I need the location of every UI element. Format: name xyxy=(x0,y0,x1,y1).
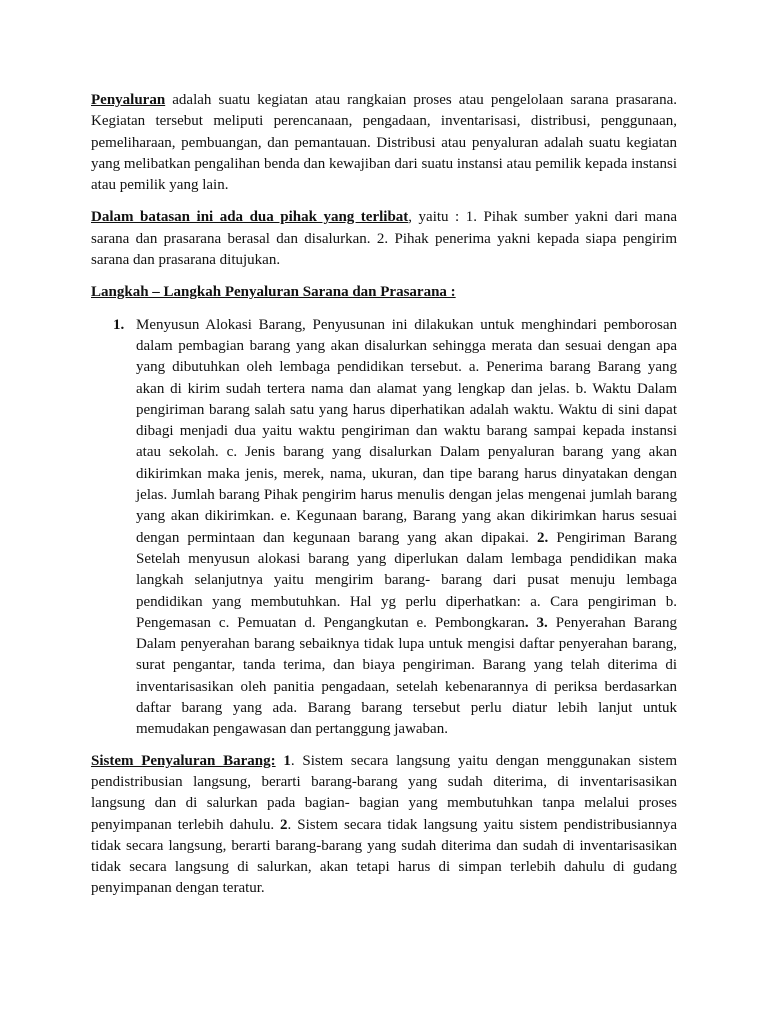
step-number-2: 2. xyxy=(537,529,549,546)
intro-paragraph xyxy=(91,90,677,196)
system-number-1: 1 xyxy=(275,752,291,769)
parties-paragraph xyxy=(91,207,677,271)
list-number: 1. xyxy=(113,316,125,333)
system-text-a: . Sistem secara langsung yaitu dengan menggunakan sistem pendistribusian langsung, berarti barang-barang yang sudah diterima, di inventarisasikan langsung dan di salurkan pada bagian- bagian yang membutuhkan tanpa melalui proses penyimpanan terlebih dahulu. xyxy=(91,752,678,833)
step-text-c: Penyerahan Barang Dalam penyerahan barang sebaiknya tidak lupa untuk mengisi daftar penyerahan barang, surat pengantar, tanda terima, dan biaya pengiriman. Barang yang telah diterima di inventarisasikan oleh panitia pengadaan, setelah kebenarannya di periksa berdasarkan daftar barang yang ada. Barang barang tersebut perlu diatur lebih lanjut untuk memudakan pengawasan dan pertanggung jawaban. xyxy=(136,614,677,738)
system-paragraph xyxy=(91,751,677,900)
steps-heading: Langkah – Langkah Penyaluran Sarana dan Prasarana : xyxy=(91,284,456,301)
system-text-b: . Sistem secara tidak langsung yaitu sistem pendistribusiannya tidak secara langsung, berarti barang-barang yang sudah diterima dan sudah di inventarisasikan tidak secara langsung di salurkan, akan tetapi harus di simpan terlebih dahulu di gudang penyimpanan dengan teratur. xyxy=(91,816,677,897)
system-number-2: 2 xyxy=(280,816,288,833)
step-paragraph xyxy=(136,315,677,741)
step-number-3: . 3. xyxy=(524,614,548,631)
steps-list xyxy=(91,315,677,741)
step-text-b: Pengiriman Barang Setelah menyusun alokasi barang yang diperlukan dalam lembaga pendidikan maka langkah selanjutnya yaitu mengirim barang- barang dari pusat menuju lembaga pendidikan yang membutuhkan. Hal yg perlu diperhatkan: a. Cara pengiriman b. Pengemasan c. Pemuatan d. Pengangkutan e. Pembongkaran xyxy=(136,529,677,631)
system-heading: Sistem Penyaluran Barang: xyxy=(91,752,276,769)
intro-text: adalah suatu kegiatan atau rangkaian proses atau pengelolaan sarana prasarana. Kegiatan tersebut meliputi perencanaan, pengadaan, inventarisasi, distribusi, penggunaan, pemeliharaan, pembuangan, dan pemantauan. Distribusi atau penyaluran adalah suatu kegiatan yang melibatkan pengalihan benda dan kewajiban dari suatu instansi atau pemilik kepada instansi atau pemilik yang lain. xyxy=(91,92,677,194)
list-item xyxy=(91,315,677,741)
step-text-a: Menyusun Alokasi Barang, Penyusunan ini dilakukan untuk menghindari pemborosan dalam pembagian barang yang akan disalurkan sehingga merata dan sesuai dengan apa yang dibutuhkan oleh lembaga pendidikan tersebut. a. Penerima barang Barang yang akan di kirim sudah tertera nama dan alamat yang lengkap dan jelas. b. Waktu Dalam pengiriman barang salah satu yang harus diperhatikan adalah waktu. Waktu di sini dapat dibagi menjadi dua yaitu waktu pengiriman dan waktu barang sampai kepada instansi atau sekolah. c. Jenis barang yang disalurkan Dalam penyaluran barang yang akan dikirimkan maka jenis, merek, nama, ukuran, dan tipe barang harus dinyatakan dengan jelas. Jumlah barang Pihak pengirim harus menulis dengan jelas mengenai jumlah barang yang akan dikirimkan. e. Kegunaan barang, Barang yang akan dikirimkan harus sesuai dengan permintaan dan kegunaan barang yang akan dipakai. xyxy=(136,316,677,546)
steps-heading-line xyxy=(91,282,677,303)
parties-heading: Dalam batasan ini ada dua pihak yang terlibat xyxy=(91,209,409,226)
term-penyaluran: Penyaluran xyxy=(91,92,166,108)
parties-text: , yaitu : 1. Pihak sumber yakni dari mana sarana dan prasarana berasal dan disalurkan. 2. Pihak penerima yakni kepada siapa pengirim sarana dan prasarana ditujukan. xyxy=(91,209,677,269)
